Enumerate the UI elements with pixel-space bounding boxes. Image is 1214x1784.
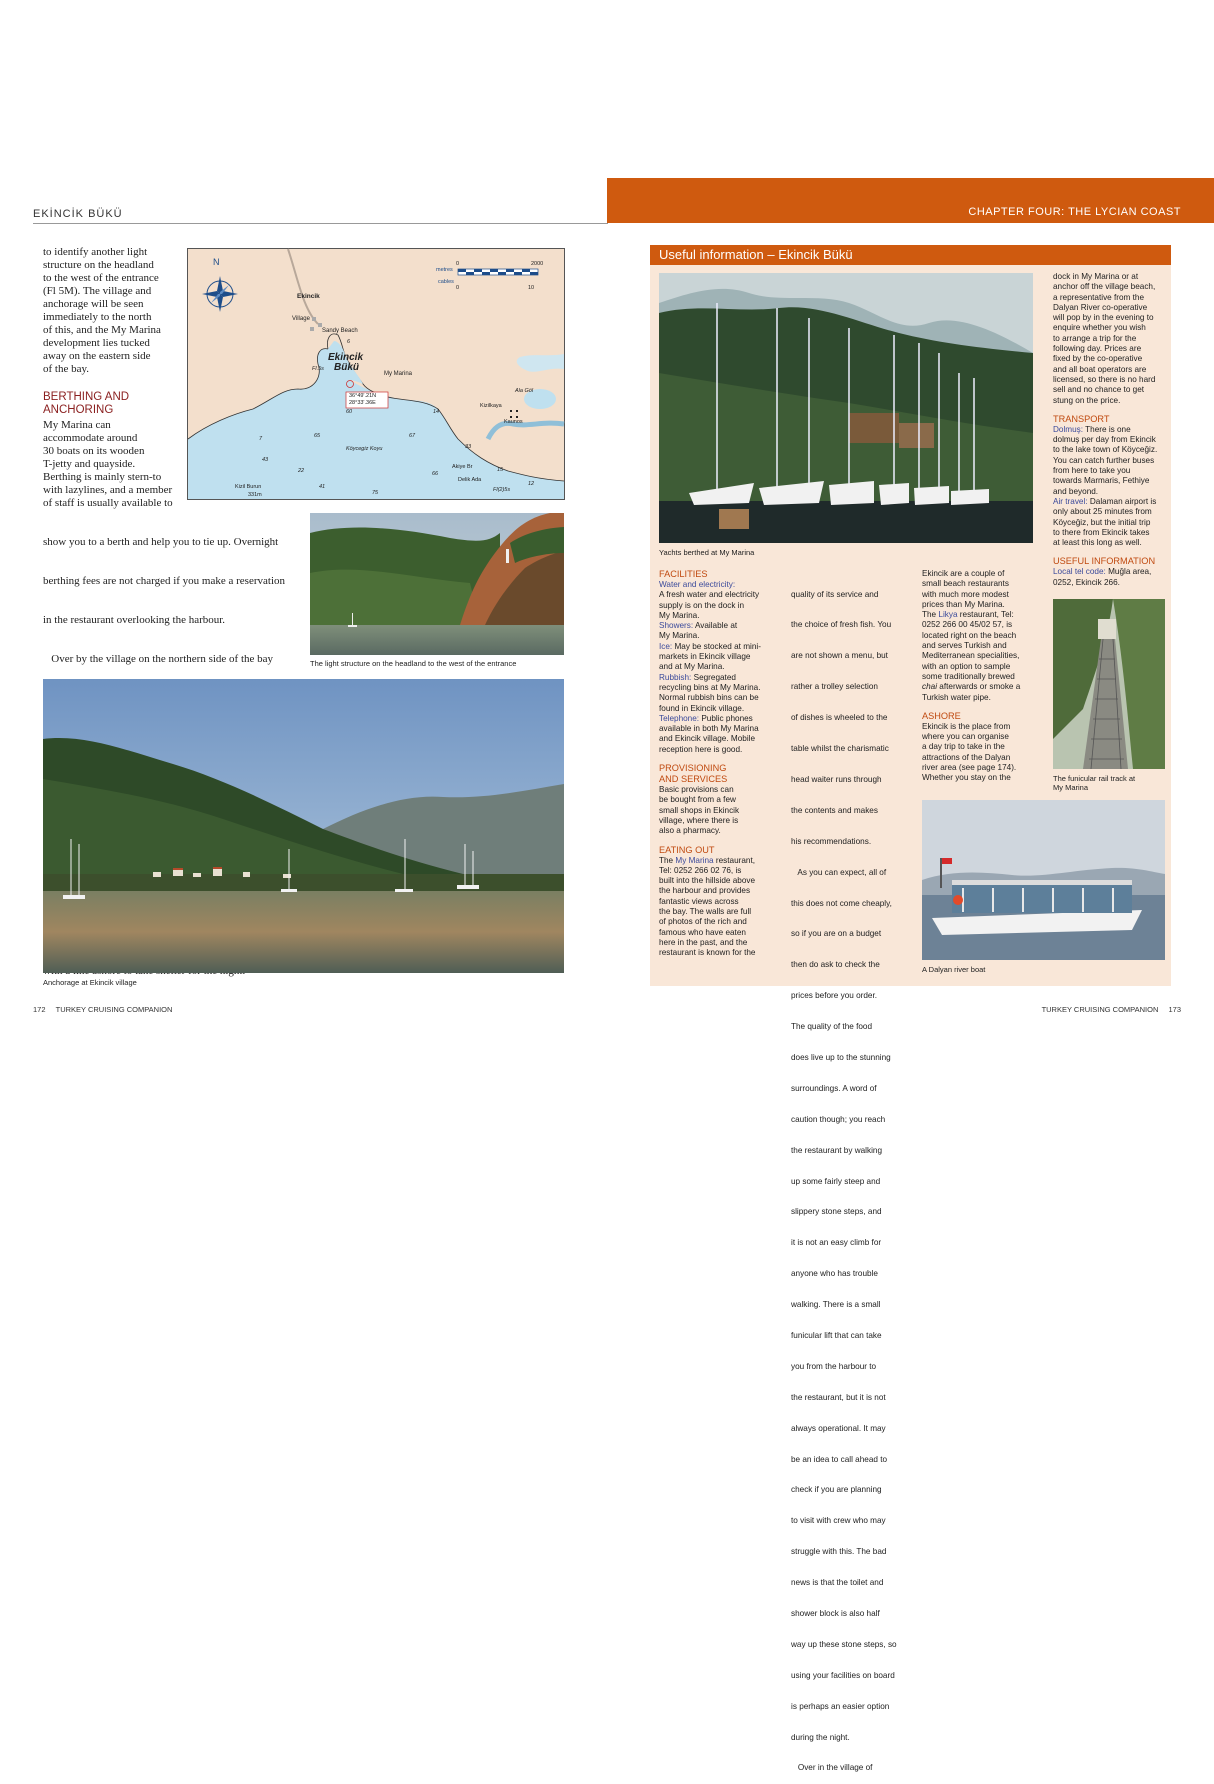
left-footer xyxy=(33,1005,172,1014)
yachts-photo xyxy=(659,273,1033,543)
text-line: will pop by in the evening to xyxy=(1053,313,1154,323)
text-line xyxy=(1053,567,1167,577)
text-line: are not shown a menu, but xyxy=(791,651,888,661)
my-marina-link: My Marina xyxy=(675,855,714,865)
text-line: Over by the village on the northern side of the bay xyxy=(43,653,274,665)
text-line: this does not come cheaply, xyxy=(791,898,892,908)
inline-text: Available at xyxy=(693,621,738,631)
inline-text: There is one xyxy=(1083,424,1131,434)
anchorage-photo xyxy=(43,679,564,973)
left-header-text: EKİNCİK BÜKÜ xyxy=(33,208,123,220)
text-line: of dishes is wheeled to the xyxy=(791,713,888,723)
dolmus-label: Dolmuş: xyxy=(1053,424,1084,434)
text-line xyxy=(659,714,774,724)
text-line: fixed by the co-operative xyxy=(1053,354,1143,364)
text-line: head waiter runs through xyxy=(791,774,882,784)
text-line: My Marina. xyxy=(659,610,700,620)
inline-text: May be stocked at mini- xyxy=(672,641,761,651)
text-line xyxy=(1053,497,1167,507)
text-line: attractions of the Dalyan xyxy=(922,752,1011,762)
text-line: As you can expect, all of xyxy=(791,867,887,877)
text-line: 0252 266 00 45/02 57, is xyxy=(922,620,1013,630)
light-label: Fl.5s xyxy=(312,366,324,372)
eating-heading: EATING OUT xyxy=(659,844,715,855)
italic-word: chai xyxy=(922,682,938,692)
text-line: also a pharmacy. xyxy=(659,826,721,836)
compass-rose-icon xyxy=(202,276,238,312)
text-line: and at My Marina. xyxy=(659,662,725,672)
text-line: 0252, Ekincik 266. xyxy=(1053,577,1120,587)
text-line: Normal rubbish bins can be xyxy=(659,693,759,703)
air-travel-label: Air travel: xyxy=(1053,496,1088,506)
text-line: markets in Ekincik village xyxy=(659,652,751,662)
sandy-beach-label: Sandy Beach xyxy=(322,328,358,334)
text-line: fantastic views across xyxy=(659,896,739,906)
bay-name-line: Bükü xyxy=(334,362,359,373)
text-line: anchor off the village beach, xyxy=(1053,282,1156,292)
scale-metres-label: metres xyxy=(436,267,453,273)
depth-label: 14 xyxy=(433,409,440,415)
water-label: Water and electricity: xyxy=(659,580,736,589)
text-line: My Marina. xyxy=(659,631,700,641)
text-line: caution though; you reach xyxy=(791,1114,886,1124)
text-line: where you can organise xyxy=(922,732,1009,742)
text-line: of this, and the My Marina xyxy=(43,324,161,336)
berthing-heading xyxy=(43,391,129,417)
text-line: enquire whether you wish xyxy=(1053,323,1146,333)
inline-text: restaurant, Tel: xyxy=(957,610,1014,620)
text-line: accommodate around xyxy=(43,432,138,444)
telephone-label: Telephone: xyxy=(659,713,700,723)
text-line: to there from Ekincik takes xyxy=(1053,527,1150,537)
text-line: A fresh water and electricity xyxy=(659,590,760,600)
text-line: village, where there is xyxy=(659,815,739,825)
text-line: prices than My Marina. xyxy=(922,599,1005,609)
text-line: the contents and makes xyxy=(791,805,878,815)
text-line xyxy=(922,610,1047,620)
left-running-header xyxy=(33,204,608,224)
text-line: a day trip to take in the xyxy=(922,742,1005,752)
text-line: anyone who has trouble xyxy=(791,1269,878,1279)
page-number: 172 xyxy=(33,1005,46,1014)
ashore-heading: ASHORE xyxy=(922,710,961,721)
text-line: small beach restaurants xyxy=(922,579,1009,589)
text-line: development lies tucked xyxy=(43,337,150,349)
text-line: located right on the beach xyxy=(922,630,1017,640)
intro-text xyxy=(43,246,185,376)
text-line: his recommendations. xyxy=(791,836,872,846)
scale-tick: 2000 xyxy=(531,261,544,267)
kizilkaya-label: Kizilkaya xyxy=(480,403,502,409)
anchorage-caption: Anchorage at Ekincik village xyxy=(43,978,137,987)
text-line: during the night. xyxy=(791,1732,850,1742)
ekincik-label: Ekincik xyxy=(297,293,320,300)
text-line: the harbour and provides xyxy=(659,886,751,896)
rubbish-label: Rubbish: xyxy=(659,672,692,682)
north-label: N xyxy=(213,257,220,267)
bay-name-line: Ekincik xyxy=(328,352,364,363)
text-line: up some fairly steep and xyxy=(791,1176,881,1186)
text-line: with much more modest xyxy=(922,589,1009,599)
text-line: struggle with this. The bad xyxy=(791,1547,887,1557)
text-line: only about 25 minutes from xyxy=(1053,507,1152,517)
text-line: using your facilities on board xyxy=(791,1670,895,1680)
text-line: river area (see page 174). xyxy=(922,763,1017,773)
text-line: Turkish water pipe. xyxy=(922,692,991,702)
right-footer xyxy=(1042,1005,1181,1014)
page-number: 173 xyxy=(1168,1005,1181,1014)
text-line: supply is on the dock in xyxy=(659,600,745,610)
footer-title: TURKEY CRUISING COMPANION xyxy=(1041,1005,1159,1014)
text-line: walking. There is a small xyxy=(791,1300,881,1310)
text-line: dolmuş per day from Ekincik xyxy=(1053,435,1156,445)
text-line: news is that the toilet and xyxy=(791,1578,884,1588)
text-line: be an idea to call ahead to xyxy=(791,1454,888,1464)
depth-label: 12 xyxy=(528,481,535,487)
my-marina-label: My Marina xyxy=(384,371,413,377)
depth-label: 65 xyxy=(314,433,321,439)
text-line: the bay. The walls are full xyxy=(659,907,752,917)
text-line: Ekincik is the place from xyxy=(922,721,1011,731)
chart-graphic xyxy=(188,249,564,499)
text-line: so if you are on a budget xyxy=(791,929,882,939)
heading-line: BERTHING AND xyxy=(43,391,130,403)
text-line: Ekincik are a couple of xyxy=(922,569,1005,578)
text-line: to identify another light xyxy=(43,246,148,258)
text-line: you from the harbour to xyxy=(791,1361,877,1371)
depth-label: 22 xyxy=(298,468,305,474)
text-line: available in both My Marina xyxy=(659,724,759,734)
useful-info-title: Useful information – Ekincik Bükü xyxy=(650,245,1171,265)
text-line: rather a trolley selection xyxy=(791,682,878,692)
river-boat-photo xyxy=(922,800,1165,960)
text-line: does live up to the stunning xyxy=(791,1052,891,1062)
text-line: following day. Prices are xyxy=(1053,344,1142,354)
inline-text: Public phones xyxy=(699,713,753,723)
text-line: with an option to sample xyxy=(922,661,1011,671)
text-line: Whether you stay on the xyxy=(922,773,1011,783)
light-structure-caption: The light structure on the headland to the west of the entrance xyxy=(310,659,517,668)
text-line: and serves Turkish and xyxy=(922,641,1007,651)
text-line: Köyceğiz, but the initial trip xyxy=(1053,517,1151,527)
column-d xyxy=(1053,272,1167,588)
text-line: You can catch further buses xyxy=(1053,455,1155,465)
text-line xyxy=(659,673,774,683)
delik-label: Delik Ada xyxy=(458,477,482,483)
light-label: Fl(2)5s xyxy=(493,487,511,493)
text-line: and Ekincik village. Mobile xyxy=(659,734,756,744)
text-line: famous who have eaten xyxy=(659,927,746,937)
text-line: anchorage will be seen xyxy=(43,298,144,310)
text-line: Over in the village of xyxy=(791,1763,873,1773)
heading-line: ANCHORING xyxy=(43,404,114,416)
footer-title: TURKEY CRUISING COMPANION xyxy=(55,1005,173,1014)
coordinates-label xyxy=(349,393,376,406)
text-line: restaurant is known for the xyxy=(659,948,756,958)
funicular-caption xyxy=(1053,774,1135,792)
text-line: quality of its service and xyxy=(791,589,879,599)
text-line: shower block is also half xyxy=(791,1608,880,1618)
text-line: be bought from a few xyxy=(659,795,736,805)
depth-label: 15 xyxy=(497,467,504,473)
inline-text: Dalaman airport is xyxy=(1087,496,1157,506)
text-line: table whilst the charismatic xyxy=(791,744,889,754)
text-line: the choice of fresh fish. You xyxy=(791,620,892,630)
provisioning-heading: PROVISIONING xyxy=(659,763,727,774)
text-line: to the lake town of Köyceğiz. xyxy=(1053,445,1158,455)
text-line: the restaurant, but it is not xyxy=(791,1392,886,1402)
showers-label: Showers: xyxy=(659,621,694,631)
yachts-caption: Yachts berthed at My Marina xyxy=(659,548,755,557)
text-line: licensed, so there is no hard xyxy=(1053,374,1156,384)
text-line: way up these stone steps, so xyxy=(791,1639,897,1649)
text-line: (Fl 5M). The village and xyxy=(43,285,152,297)
text-line: structure on the headland xyxy=(43,259,154,271)
text-line: towards Marmaris, Fethiye xyxy=(1053,476,1150,486)
text-line: recycling bins at My Marina. xyxy=(659,682,761,692)
inline-text: Segregated xyxy=(691,672,736,682)
text-line: Basic provisions can xyxy=(659,785,734,795)
ala-gol-label: Ala Göl xyxy=(515,388,534,394)
text-line: and all boat operators are xyxy=(1053,364,1147,374)
text-line: Berthing is mainly stern-to xyxy=(43,471,162,483)
text-line: Mediterranean specialities, xyxy=(922,651,1020,661)
text-line: the restaurant by walking xyxy=(791,1145,883,1155)
coordinate-line: 36°49'.21N xyxy=(349,393,377,399)
depth-label: 66 xyxy=(432,471,439,477)
text-line: found in Ekincik village. xyxy=(659,703,745,713)
text-line: 30 boats on its wooden xyxy=(43,445,145,457)
text-line: My Marina can xyxy=(43,419,111,431)
text-line: built into the hillside above xyxy=(659,876,756,886)
right-header-bar xyxy=(607,178,1214,223)
depth-label: 75 xyxy=(372,490,379,496)
text-line xyxy=(659,856,774,866)
text-line: to the west of the entrance xyxy=(43,272,159,284)
text-line: some traditionally brewed xyxy=(922,671,1015,681)
harbour-chart xyxy=(187,248,565,500)
text-line: prices before you order. xyxy=(791,991,878,1001)
text-line: of photos of the rich and xyxy=(659,917,747,927)
depth-label: 33 xyxy=(465,444,472,450)
funicular-photo xyxy=(1053,599,1165,769)
depth-label: 7 xyxy=(259,436,263,442)
text-line xyxy=(659,642,774,652)
provisioning-heading: AND SERVICES xyxy=(659,774,728,785)
text-line: to arrange a trip for the xyxy=(1053,333,1137,343)
text-line: surroundings. A word of xyxy=(791,1083,877,1093)
text-line: at least this long as well. xyxy=(1053,538,1142,548)
text-line: slippery stone steps, and xyxy=(791,1207,882,1217)
text-line: and beyond. xyxy=(1053,486,1099,496)
depth-label: 60 xyxy=(346,409,353,415)
text-line: to visit with crew who may xyxy=(791,1516,886,1526)
column-c xyxy=(922,569,1047,784)
depth-label: 43 xyxy=(262,457,269,463)
depth-label: 41 xyxy=(319,484,326,490)
text-line: it is not an easy climb for xyxy=(791,1238,882,1248)
text-line: here in the past, and the xyxy=(659,937,748,947)
text-line: small shops in Ekincik xyxy=(659,805,740,815)
light-structure-photo xyxy=(310,513,564,655)
text-line xyxy=(922,682,1047,692)
text-line: in the restaurant overlooking the harbour. xyxy=(43,614,226,626)
text-line: reception here is good. xyxy=(659,744,743,754)
bay-name-label xyxy=(328,353,363,373)
kizil-burun-label: Kizil Burun xyxy=(235,484,262,490)
transport-heading: TRANSPORT xyxy=(1053,413,1110,424)
inline-text: The xyxy=(922,610,939,620)
tel-code-label: Local tel code: xyxy=(1053,567,1106,577)
text-line: T-jetty and quayside. xyxy=(43,458,136,470)
text-line: immediately to the north xyxy=(43,311,152,323)
text-line xyxy=(659,621,774,631)
text-line: berthing fees are not charged if you make a reservation xyxy=(43,575,285,587)
text-line: of staff is usually available to xyxy=(43,497,173,509)
column-b xyxy=(791,569,909,1784)
inline-text: The xyxy=(659,855,676,865)
chapter-title: CHAPTER FOUR: THE LYCIAN COAST xyxy=(968,206,1181,218)
text-line xyxy=(1053,425,1167,435)
river-boat-caption: A Dalyan river boat xyxy=(922,965,986,974)
text-line: always operational. It may xyxy=(791,1423,886,1433)
text-line: funicular lift that can take xyxy=(791,1330,882,1340)
ice-label: Ice: xyxy=(659,641,673,651)
village-label: Village xyxy=(292,316,310,322)
useful-info-heading: USEFUL INFORMATION xyxy=(1053,556,1156,567)
text-line: check if you are planning xyxy=(791,1485,882,1495)
text-line: from here to take you xyxy=(1053,466,1131,476)
column-a xyxy=(659,569,774,959)
text-line: with lazylines, and a member xyxy=(43,484,173,496)
coordinate-line: 28°33'.36E xyxy=(349,399,376,406)
inline-text: afterwards or smoke a xyxy=(937,682,1021,692)
text-line: show you to a berth and help you to tie up. Overnight xyxy=(43,536,279,548)
scale-tick: 10 xyxy=(528,285,535,291)
text-line: dock in My Marina or at xyxy=(1053,272,1139,281)
scale-tick: 0 xyxy=(456,261,460,267)
likya-link: Likya xyxy=(938,610,958,620)
scale-tick: 0 xyxy=(456,285,460,291)
depth-label: 6 xyxy=(347,339,351,345)
facilities-heading: FACILITIES xyxy=(659,569,708,579)
berthing-text xyxy=(43,419,185,510)
kaunos-label: Kaunos xyxy=(504,419,523,425)
inline-text: restaurant, xyxy=(713,855,756,865)
height-label: 331m xyxy=(248,492,262,498)
text-line: The quality of the food xyxy=(791,1022,873,1032)
depth-label: 67 xyxy=(409,433,416,439)
text-line: of the bay. xyxy=(43,363,90,375)
text-line: sell and no chance to get xyxy=(1053,385,1145,395)
akiye-label: Akiye Br xyxy=(452,464,473,470)
caption-line: The funicular rail track at xyxy=(1053,774,1136,783)
text-line: Tel: 0252 266 02 76, is xyxy=(659,865,742,875)
text-line: Dalyan River co-operative xyxy=(1053,302,1148,312)
text-line: away on the eastern side xyxy=(43,350,151,362)
caption-line: My Marina xyxy=(1053,783,1089,792)
text-line: then do ask to check the xyxy=(791,960,880,970)
text-line: a representative from the xyxy=(1053,292,1145,302)
inline-text: Muğla area, xyxy=(1105,567,1152,577)
text-line: is perhaps an easier option xyxy=(791,1701,890,1711)
koycegiz-label: Köycegiz Koyu xyxy=(346,446,383,452)
scale-cables-label: cables xyxy=(438,279,454,285)
text-line: stung on the price. xyxy=(1053,395,1121,405)
